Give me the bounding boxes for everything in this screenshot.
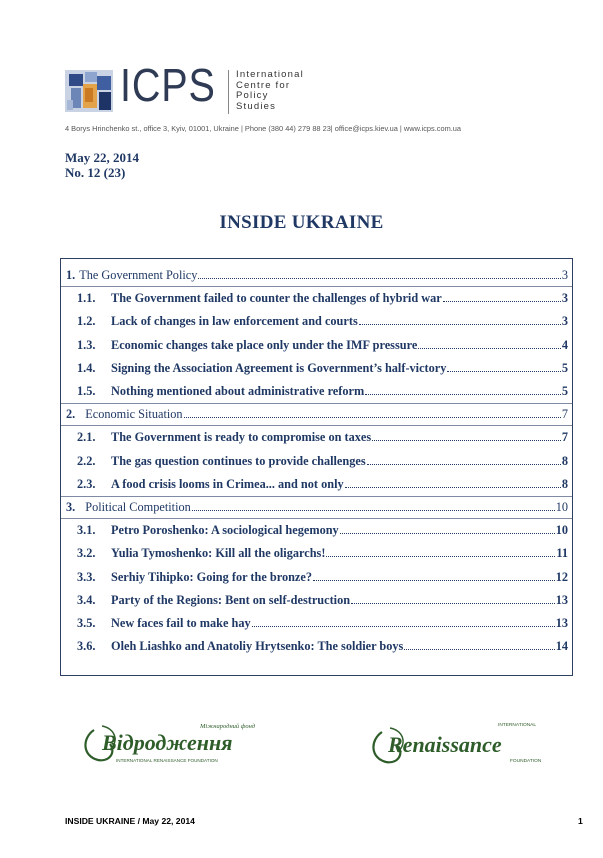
toc-entry[interactable] (77, 338, 568, 353)
toc-entry[interactable] (77, 546, 568, 561)
toc-entry-label: A food crisis looms in Crimea... and not only (111, 476, 344, 491)
toc-leader-dots (252, 625, 555, 627)
toc-entry-label: Economic changes take place only under the IMF pressure (111, 337, 418, 352)
toc-entry[interactable] (77, 430, 568, 445)
toc-entry[interactable] (77, 384, 568, 399)
toc-entry[interactable] (77, 291, 568, 306)
toc-entry[interactable] (77, 593, 568, 608)
toc-leader-dots (192, 509, 555, 511)
toc-entry-number: 2.1. (77, 430, 96, 445)
toc-separator (61, 286, 572, 287)
icps-logo-icon (65, 70, 113, 112)
toc-entry-label: Party of the Regions: Bent on self-destruction (111, 592, 351, 607)
right-logo-main-text: Renaissance (388, 732, 502, 757)
toc-entry[interactable] (77, 361, 568, 376)
toc-entry-number: 1. (66, 268, 76, 282)
toc-entry-label: Yulia Tymoshenko: Kill all the oligarchs! (111, 546, 326, 561)
org-name-line: International (236, 69, 304, 80)
page-number: 1 (578, 816, 583, 826)
toc-leader-dots (372, 439, 561, 441)
toc-entry-page: 3 (561, 268, 568, 282)
toc-entry-number: 3.4. (77, 592, 96, 607)
toc-entry-page: 8 (561, 453, 568, 468)
toc-entry-label: Petro Poroshenko: A sociological hegemony (111, 523, 339, 538)
toc-leader-dots (404, 648, 554, 650)
toc-leader-dots (359, 323, 561, 325)
toc-leader-dots (447, 370, 560, 372)
toc-entry-number: 2.2. (77, 453, 96, 468)
toc-leader-dots (367, 463, 561, 465)
toc-entry[interactable] (77, 314, 568, 329)
toc-entry-page: 8 (561, 476, 568, 491)
toc-leader-dots (443, 300, 561, 302)
toc-entry-page: 13 (555, 592, 568, 607)
toc-entry[interactable] (77, 570, 568, 585)
toc-entry-number: 2.3. (77, 476, 96, 491)
toc-entry-label: The Government failed to counter the challenges of hybrid war (111, 291, 442, 306)
toc-leader-dots (313, 579, 555, 581)
toc-entry[interactable] (77, 639, 568, 654)
toc-leader-dots (184, 416, 561, 418)
toc-separator (61, 403, 572, 404)
toc-entry-label: Lack of changes in law enforcement and courts (111, 314, 358, 329)
toc-entry-page: 7 (561, 407, 568, 422)
left-logo-sub-text: INTERNATIONAL RENAISSANCE FOUNDATION (116, 758, 218, 763)
footer-title: INSIDE UKRAINE / May 22, 2014 (65, 816, 195, 826)
toc-entry-number: 3.2. (77, 546, 96, 561)
toc-entry-number: 3.1. (77, 523, 96, 538)
toc-entry-label: The gas question continues to provide challenges (111, 453, 366, 468)
toc-entry-page: 5 (561, 384, 568, 398)
document-title: INSIDE UKRAINE (219, 212, 384, 233)
org-name-line: Studies (236, 100, 277, 112)
toc-entry-page: 5 (561, 360, 568, 375)
toc-entry-label: Economic Situation (85, 407, 183, 422)
toc-leader-dots (351, 602, 555, 604)
toc-entry-number: 1.3. (77, 337, 96, 352)
toc-entry-label: The Government is ready to compromise on taxes (111, 430, 372, 445)
toc-entry-page: 3 (561, 291, 568, 306)
toc-entry[interactable] (66, 268, 568, 283)
issue-number: No. 12 (23) (65, 165, 126, 180)
toc-entry-label: Serhiy Tihipko: Going for the bronze? (111, 569, 312, 584)
toc-leader-dots (340, 532, 555, 534)
toc-entry-number: 3. (66, 500, 76, 514)
address-line: 4 Borys Hrinchenko st., office 3, Kyiv, 01001, Ukraine | Phone (380 44) 279 88 23| office@icps.kiev.ua | www.icps.com.ua (65, 124, 461, 133)
toc-entry-number: 3.3. (77, 569, 96, 584)
toc-entry-page: 3 (561, 314, 568, 329)
org-name (236, 70, 304, 112)
toc-entry[interactable] (66, 500, 568, 515)
toc-entry[interactable] (77, 477, 568, 492)
toc-entry-page: 4 (561, 337, 568, 352)
org-name-line: Policy (236, 90, 269, 101)
toc-leader-dots (418, 347, 561, 349)
toc-entry-number: 1.4. (77, 360, 96, 375)
org-name-line: Centre for (236, 79, 291, 91)
right-logo-sub-text: FOUNDATION (510, 759, 542, 764)
toc-entry-page: 11 (556, 546, 568, 561)
toc-separator (61, 425, 572, 426)
toc-entry-label: Nothing mentioned about administrative reform (111, 384, 365, 398)
logo-wordmark: ICPS (120, 59, 216, 111)
toc-entry[interactable] (66, 407, 568, 422)
toc-entry-number: 3.5. (77, 616, 96, 630)
toc-leader-dots (198, 277, 560, 279)
issue-date: May 22, 2014 (65, 150, 140, 165)
toc-entry-page: 14 (555, 639, 568, 654)
toc-separator (61, 518, 572, 519)
toc-leader-dots (326, 555, 555, 557)
left-logo-main-text: Відродження (102, 730, 233, 755)
toc-entry-label: The Government Policy (79, 268, 198, 282)
toc-entry-label: New faces fail to make hay (111, 616, 251, 630)
toc-entry-number: 3.6. (77, 639, 96, 654)
toc-entry-page: 13 (555, 616, 568, 630)
left-logo-small-text: Міжнародний фонд (200, 723, 256, 730)
toc-leader-dots (345, 486, 561, 488)
logo-divider (228, 70, 229, 114)
table-of-contents (60, 258, 573, 676)
toc-entry-number: 1.1. (77, 291, 96, 306)
toc-entry-number: 1.5. (77, 384, 96, 398)
toc-entry-number: 1.2. (77, 314, 96, 329)
toc-entry-page: 10 (555, 523, 568, 538)
toc-entry-label: Signing the Association Agreement is Government’s half-victory (111, 360, 447, 375)
toc-entry[interactable] (77, 523, 568, 538)
toc-entry-page: 10 (555, 500, 568, 514)
right-logo-small-text: INTERNATIONAL (498, 723, 537, 728)
vidrodzhennya-logo (80, 716, 280, 766)
toc-entry-label: Political Competition (85, 500, 191, 514)
renaissance-logo (368, 716, 558, 766)
toc-leader-dots (365, 393, 561, 395)
toc-entry[interactable] (77, 454, 568, 469)
toc-entry-label: Oleh Liashko and Anatoliy Hrytsenko: The soldier boys (111, 639, 404, 654)
toc-entry-number: 2. (66, 407, 76, 422)
toc-entry[interactable] (77, 616, 568, 631)
toc-entry-page: 7 (561, 430, 568, 445)
toc-entry-page: 12 (555, 569, 568, 584)
toc-separator (61, 496, 572, 497)
